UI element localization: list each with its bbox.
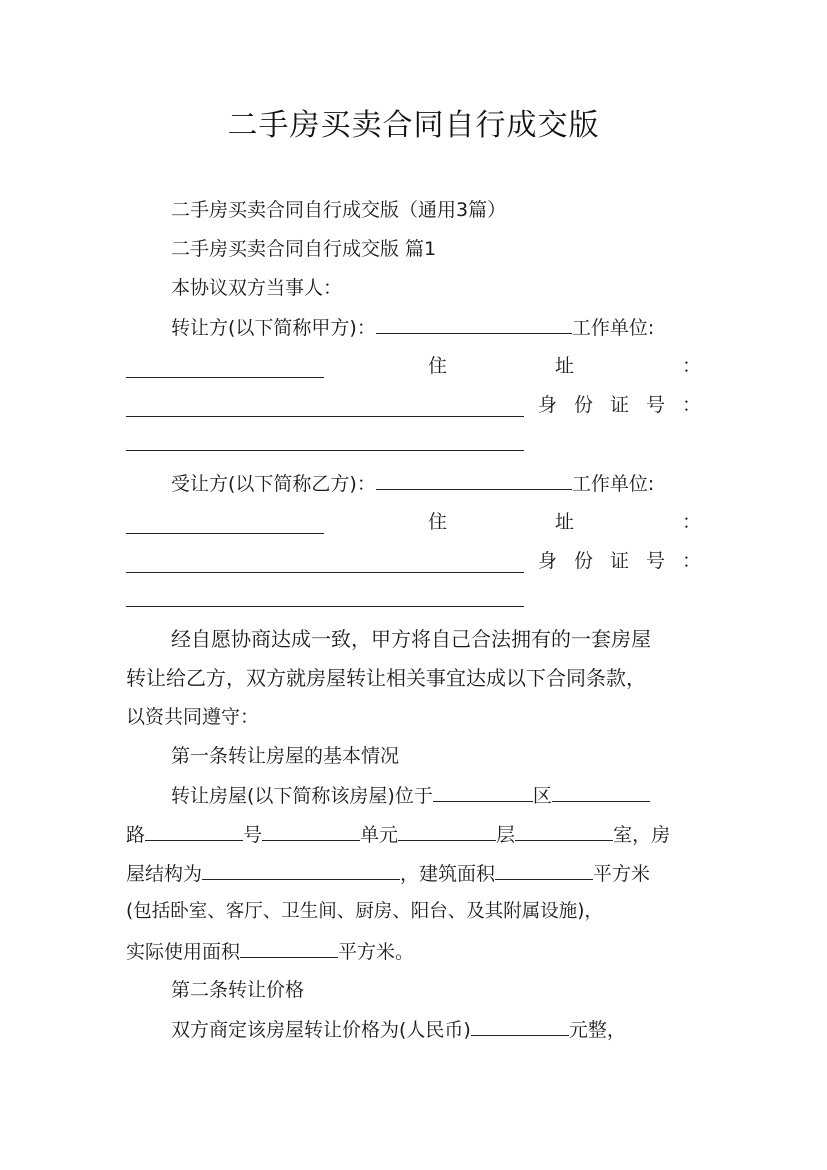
district-blank xyxy=(552,783,650,802)
address-char: ： xyxy=(681,511,701,533)
usable-area-text: 实际使用面积 xyxy=(126,941,241,963)
floor-blank xyxy=(515,822,613,841)
sqm-text: 平方米 xyxy=(593,863,651,885)
document-title: 二手房买卖合同自行成交版 xyxy=(227,108,600,143)
price-blank xyxy=(471,1017,569,1036)
location-blank xyxy=(433,783,533,802)
id-char: 证 xyxy=(609,550,629,572)
room-text: 室，房 xyxy=(613,824,671,846)
party-b-address-row xyxy=(126,510,701,534)
id-char: 份 xyxy=(573,550,593,572)
yuan-text: 元整， xyxy=(568,1019,626,1041)
party-a-address-row xyxy=(126,354,701,378)
structure-blank xyxy=(202,861,400,880)
id-char: 身 xyxy=(538,550,558,572)
id-char: 份 xyxy=(573,394,593,416)
road-blank xyxy=(145,822,243,841)
id-char: 证 xyxy=(609,394,629,416)
article-1-location-line xyxy=(171,783,650,808)
party-b-id-blank xyxy=(126,588,524,607)
party-a-address-blank xyxy=(126,398,524,417)
article-1-structure-line xyxy=(126,861,650,886)
area-text: ，建筑面积 xyxy=(400,863,496,885)
agreement-line-1: 经自愿协商达成一致，甲方将自己合法拥有的一套房屋 xyxy=(171,627,651,651)
article-2-price-line xyxy=(171,1017,626,1042)
party-a-name-blank xyxy=(376,315,572,334)
party-b-address-blank xyxy=(126,554,524,573)
article-1-usable-line xyxy=(126,939,414,964)
party-a-work-blank xyxy=(126,359,324,378)
id-char: 号 xyxy=(645,550,665,572)
id-char: ： xyxy=(681,394,701,416)
area-blank xyxy=(495,861,593,880)
party-b-work-label: 工作单位: xyxy=(571,473,655,495)
id-char: 身 xyxy=(538,394,558,416)
address-char: 址 xyxy=(554,511,574,533)
id-char: 号 xyxy=(645,394,665,416)
party-a-address-label xyxy=(324,354,701,378)
party-a-id-blank-row xyxy=(126,432,701,451)
party-b-id-row xyxy=(126,549,701,573)
article-1-includes-line: (包括卧室、客厅、卫生间、厨房、阳台、及其附属设施)， xyxy=(126,901,603,922)
address-char: 住 xyxy=(428,355,448,377)
number-text: 号 xyxy=(243,824,263,846)
heading-all-parts: 二手房买卖合同自行成交版（通用3篇） xyxy=(171,199,507,221)
price-text: 双方商定该房屋转让价格为(人民币) xyxy=(171,1019,471,1041)
party-b-label: 受让方(以下简称乙方)： xyxy=(171,473,376,495)
agreement-line-2: 转让给乙方，双方就房屋转让相关事宜达成以下合同条款， xyxy=(126,666,646,690)
id-char: ： xyxy=(681,550,701,572)
heading-part-1: 二手房买卖合同自行成交版 篇1 xyxy=(171,238,437,260)
agreement-line-3: 以资共同遵守： xyxy=(126,706,260,728)
parties-intro: 本协议双方当事人： xyxy=(171,277,343,299)
party-b-line xyxy=(171,471,654,496)
number-blank xyxy=(262,822,360,841)
party-b-work-blank xyxy=(126,515,324,534)
article-1-address-line xyxy=(126,822,670,847)
district-text: 区 xyxy=(532,785,552,807)
party-b-name-blank xyxy=(376,471,572,490)
floor-text: 层 xyxy=(496,824,516,846)
unit-blank xyxy=(398,822,496,841)
article-2-heading: 第二条转让价格 xyxy=(171,979,305,1001)
party-a-work-label: 工作单位: xyxy=(571,317,655,339)
address-char: 址 xyxy=(554,355,574,377)
party-a-id-label xyxy=(524,393,701,417)
usable-area-blank xyxy=(240,939,338,958)
party-a-id-row xyxy=(126,393,701,417)
party-b-address-label xyxy=(324,510,701,534)
unit-text: 单元 xyxy=(360,824,399,846)
party-a-line xyxy=(171,315,654,340)
address-char: ： xyxy=(681,355,701,377)
address-char: 住 xyxy=(428,511,448,533)
party-a-label: 转让方(以下简称甲方)： xyxy=(171,317,376,339)
structure-text: 屋结构为 xyxy=(126,863,203,885)
article-1-heading: 第一条转让房屋的基本情况 xyxy=(171,745,400,767)
party-a-id-blank xyxy=(126,432,524,451)
road-text: 路 xyxy=(126,824,146,846)
party-b-id-label xyxy=(524,549,701,573)
located-text: 转让房屋(以下简称该房屋)位于 xyxy=(171,785,433,807)
sqm-end-text: 平方米。 xyxy=(338,941,415,963)
party-b-id-blank-row xyxy=(126,588,701,607)
